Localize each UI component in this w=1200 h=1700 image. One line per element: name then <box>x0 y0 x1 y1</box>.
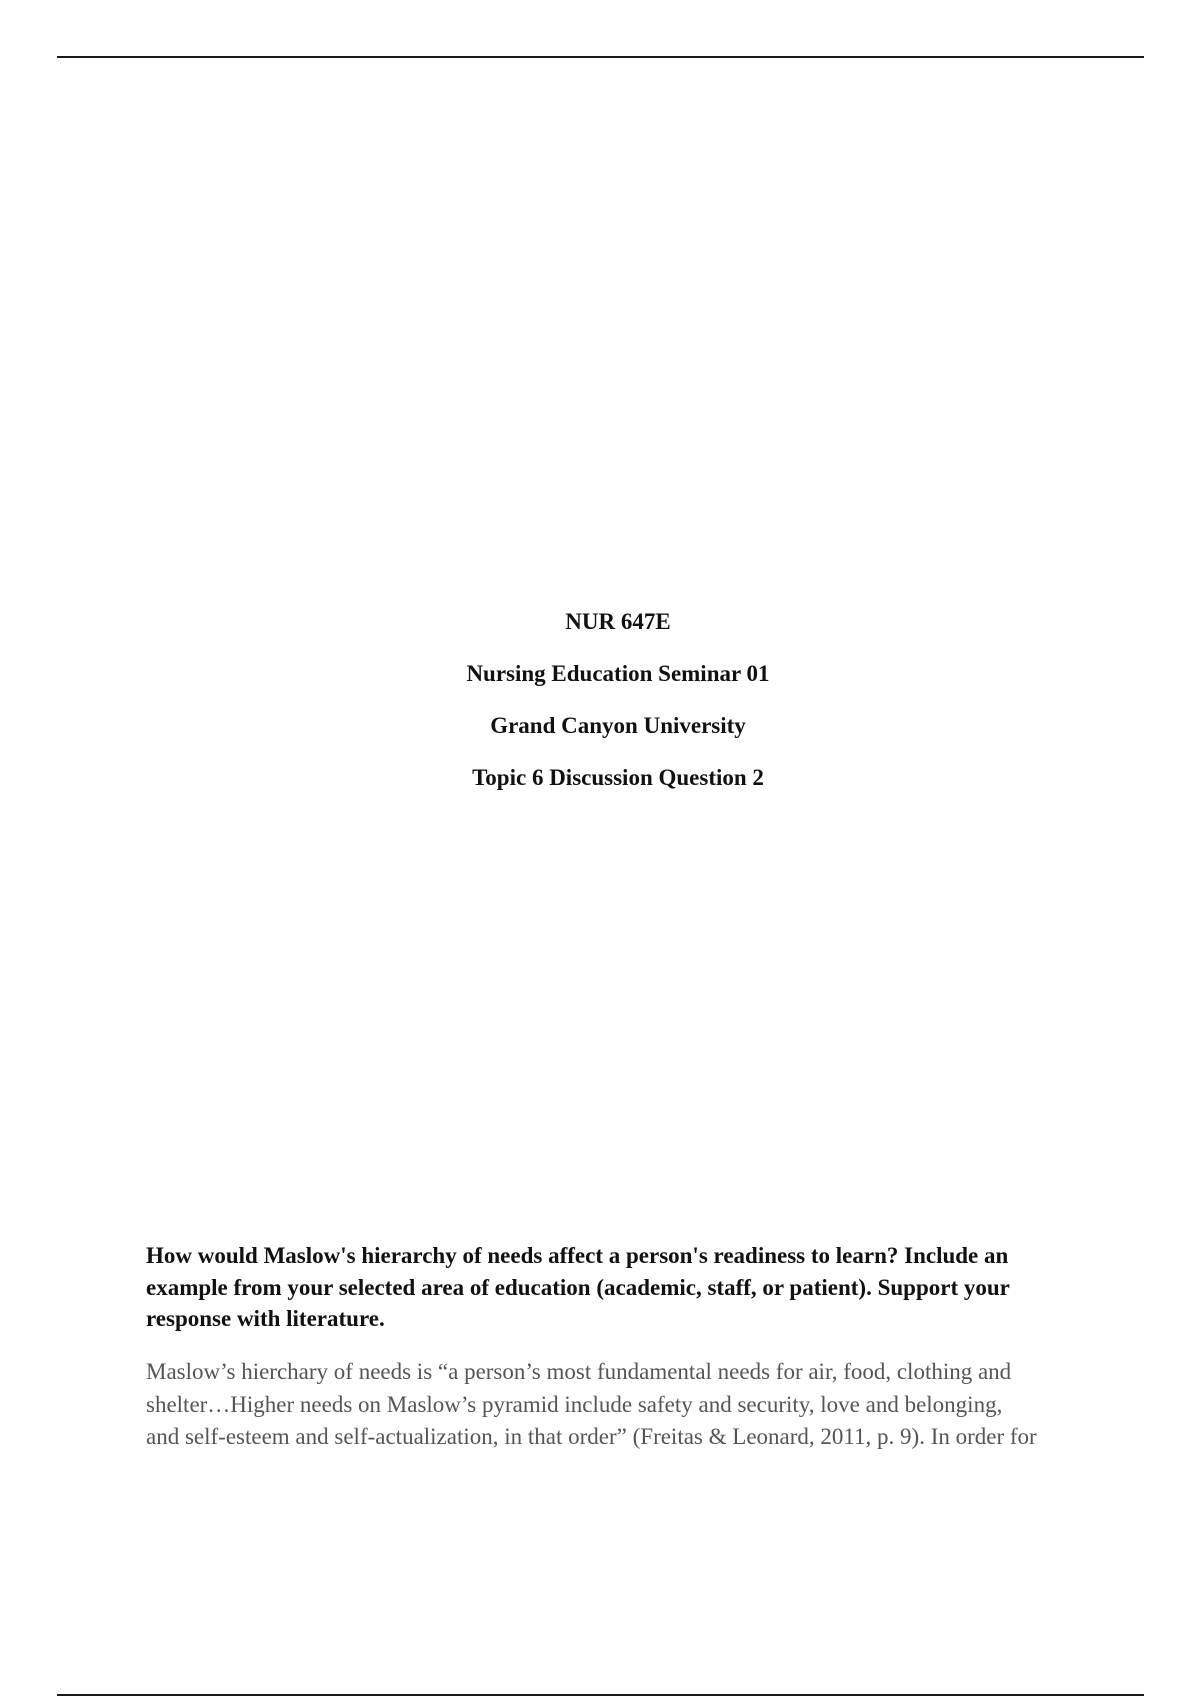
university-name: Grand Canyon University <box>490 713 746 738</box>
course-code: NUR 647E <box>565 609 671 634</box>
answer-line: and self-esteem and self-actualization, in that order” (Freitas & Leonard, 2011, p. 9). In order for <box>146 1424 1037 1449</box>
top-rule <box>57 56 1144 58</box>
topic-title: Topic 6 Discussion Question 2 <box>472 765 764 790</box>
answer-paragraph <box>146 1356 1096 1454</box>
answer-line: shelter…Higher needs on Maslow’s pyramid include safety and security, love and belonging, <box>146 1391 1003 1417</box>
cover-title-block <box>0 609 1200 817</box>
bottom-rule <box>57 1694 1144 1696</box>
answer-line: Maslow’s hierchary of needs is “a person’s most fundamental needs for air, food, clothing and <box>146 1359 1012 1384</box>
course-name: Nursing Education Seminar 01 <box>466 661 770 686</box>
discussion-question: How would Maslow's hierarchy of needs affect a person's readiness to learn? Include an example from your selected area of education (academic, staff, or patient). Support your response with literature. <box>146 1243 1010 1331</box>
